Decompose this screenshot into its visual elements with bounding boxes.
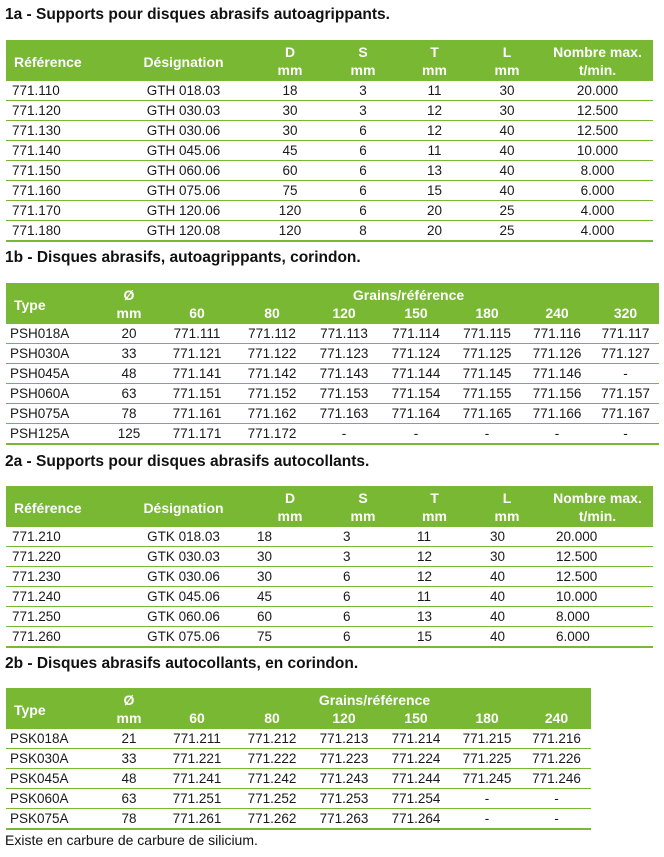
table-cell: 15 bbox=[397, 181, 472, 201]
table-cell: 13 bbox=[397, 161, 472, 181]
grit-180: 180 bbox=[452, 304, 522, 324]
table-cell: - bbox=[522, 789, 591, 809]
table-cell: 12 bbox=[397, 101, 472, 121]
table-cell: 771.252 bbox=[236, 789, 308, 809]
table-cell: GTK 060.06 bbox=[116, 607, 251, 627]
table-cell: PSK045A bbox=[6, 769, 100, 789]
table-cell: 21 bbox=[100, 729, 158, 749]
table-cell: 10.000 bbox=[542, 587, 653, 607]
table-cell: 771.212 bbox=[236, 729, 308, 749]
table-cell: PSH060A bbox=[6, 384, 100, 404]
unit-s: mm bbox=[329, 507, 397, 527]
table-cell: 6 bbox=[329, 121, 397, 141]
table-cell: - bbox=[452, 424, 522, 445]
table-cell: GTH 060.06 bbox=[116, 161, 251, 181]
table-cell: 771.180 bbox=[6, 221, 116, 242]
table-cell: 771.115 bbox=[452, 324, 522, 344]
table-cell: 771.246 bbox=[522, 769, 591, 789]
table-cell: 48 bbox=[100, 364, 158, 384]
table-cell: 12.500 bbox=[542, 567, 653, 587]
table-cell: GTK 018.03 bbox=[116, 527, 251, 547]
table-cell: 20 bbox=[397, 201, 472, 221]
table-cell: GTH 120.06 bbox=[116, 201, 251, 221]
table-row bbox=[6, 424, 659, 445]
table-cell: 771.264 bbox=[380, 809, 452, 830]
table-row bbox=[6, 749, 591, 769]
table-2a bbox=[6, 486, 653, 648]
table-row bbox=[6, 769, 591, 789]
table-cell: - bbox=[380, 424, 452, 445]
col-l: L bbox=[472, 40, 542, 61]
table-cell: 771.127 bbox=[592, 344, 659, 364]
table-cell: 771.226 bbox=[522, 749, 591, 769]
table-cell: 771.171 bbox=[158, 424, 236, 445]
table-cell: 3 bbox=[329, 101, 397, 121]
unit-diameter: mm bbox=[100, 709, 158, 729]
table-cell: - bbox=[522, 809, 591, 830]
table-cell: 771.155 bbox=[452, 384, 522, 404]
table-cell: 771.170 bbox=[6, 201, 116, 221]
unit-t: mm bbox=[397, 507, 472, 527]
col-designation: Désignation bbox=[116, 40, 251, 81]
grit-240: 240 bbox=[522, 304, 592, 324]
table-cell: 771.210 bbox=[6, 527, 116, 547]
table-cell: 6 bbox=[329, 567, 397, 587]
table-row bbox=[6, 121, 653, 141]
section-title-1b: 1b - Disques abrasifs, autoagrippants, corindon. bbox=[5, 249, 361, 266]
table-cell: 771.141 bbox=[158, 364, 236, 384]
table-row bbox=[6, 221, 653, 242]
unit-s: mm bbox=[329, 61, 397, 81]
table-cell: 40 bbox=[472, 121, 542, 141]
table-row bbox=[6, 527, 653, 547]
table-cell: 30 bbox=[251, 567, 329, 587]
table-cell: 771.151 bbox=[158, 384, 236, 404]
table-cell: 10.000 bbox=[542, 141, 653, 161]
table-cell: 30 bbox=[472, 101, 542, 121]
unit-l: mm bbox=[472, 61, 542, 81]
table-cell: 4.000 bbox=[542, 201, 653, 221]
col-designation: Désignation bbox=[116, 486, 251, 527]
table-cell: 771.140 bbox=[6, 141, 116, 161]
table-cell: 771.167 bbox=[592, 404, 659, 424]
table-cell: 771.241 bbox=[158, 769, 236, 789]
table-cell: 30 bbox=[472, 527, 542, 547]
unit-l: mm bbox=[472, 507, 542, 527]
col-l: L bbox=[472, 486, 542, 507]
grit-120: 120 bbox=[308, 304, 380, 324]
table-cell: 771.223 bbox=[308, 749, 380, 769]
table-cell: 771.172 bbox=[236, 424, 308, 445]
table-cell: 8.000 bbox=[542, 607, 653, 627]
table-cell: 30 bbox=[251, 101, 329, 121]
table-cell: 771.244 bbox=[380, 769, 452, 789]
table-row bbox=[6, 161, 653, 181]
table-cell: 771.152 bbox=[236, 384, 308, 404]
table-cell: 40 bbox=[472, 181, 542, 201]
table-cell: 771.116 bbox=[522, 324, 592, 344]
col-d: D bbox=[251, 486, 329, 507]
footnote: Existe en carbure de carbure de silicium. bbox=[5, 832, 258, 848]
table-cell: 11 bbox=[397, 587, 472, 607]
table-cell: 125 bbox=[100, 424, 158, 445]
table-cell: 771.153 bbox=[308, 384, 380, 404]
table-cell: 771.230 bbox=[6, 567, 116, 587]
col-s: S bbox=[329, 486, 397, 507]
table-cell: 771.240 bbox=[6, 587, 116, 607]
col-diameter: Ø bbox=[100, 688, 158, 709]
grit-80: 80 bbox=[236, 304, 308, 324]
table-cell: 771.211 bbox=[158, 729, 236, 749]
table-cell: 120 bbox=[251, 201, 329, 221]
table-cell: 40 bbox=[472, 141, 542, 161]
col-reference: Référence bbox=[6, 486, 116, 527]
table-cell: 771.142 bbox=[236, 364, 308, 384]
table-cell: 33 bbox=[100, 344, 158, 364]
table-cell: 25 bbox=[472, 201, 542, 221]
table-cell: - bbox=[592, 424, 659, 445]
table-cell: 771.146 bbox=[522, 364, 592, 384]
section-title-2b: 2b - Disques abrasifs autocollants, en corindon. bbox=[5, 655, 359, 672]
table-cell: 33 bbox=[100, 749, 158, 769]
unit-diameter: mm bbox=[100, 304, 158, 324]
grit-150: 150 bbox=[380, 304, 452, 324]
col-grains-reference: Grains/référence bbox=[158, 688, 591, 709]
table-cell: 771.214 bbox=[380, 729, 452, 749]
table-cell: 60 bbox=[251, 161, 329, 181]
table-cell: 771.120 bbox=[6, 101, 116, 121]
table-cell: PSH045A bbox=[6, 364, 100, 384]
table-row bbox=[6, 81, 653, 101]
table-row bbox=[6, 729, 591, 749]
col-diameter: Ø bbox=[100, 283, 158, 304]
table-cell: PSK075A bbox=[6, 809, 100, 830]
grit-320: 320 bbox=[592, 304, 659, 324]
col-type: Type bbox=[6, 688, 100, 729]
table-cell: 6.000 bbox=[542, 627, 653, 648]
table-cell: 4.000 bbox=[542, 221, 653, 242]
table-cell: 12 bbox=[397, 567, 472, 587]
table-cell: 20.000 bbox=[542, 81, 653, 101]
table-cell: 12 bbox=[397, 547, 472, 567]
table-row bbox=[6, 607, 653, 627]
table-cell: - bbox=[308, 424, 380, 445]
table-cell: 48 bbox=[100, 769, 158, 789]
grit-80: 80 bbox=[236, 709, 308, 729]
table-cell: GTK 030.03 bbox=[116, 547, 251, 567]
table-cell: 20 bbox=[100, 324, 158, 344]
table-cell: PSH125A bbox=[6, 424, 100, 445]
table-cell: 6 bbox=[329, 181, 397, 201]
table-cell: 6 bbox=[329, 587, 397, 607]
table-cell: 771.110 bbox=[6, 81, 116, 101]
table-cell: GTH 030.03 bbox=[116, 101, 251, 121]
table-cell: 771.242 bbox=[236, 769, 308, 789]
col-t: T bbox=[397, 40, 472, 61]
table-row bbox=[6, 344, 659, 364]
table-row bbox=[6, 809, 591, 830]
table-2b bbox=[6, 688, 591, 830]
col-d: D bbox=[251, 40, 329, 61]
unit-d: mm bbox=[251, 61, 329, 81]
col-nombre-max: Nombre max. bbox=[542, 486, 653, 507]
table-cell: 771.166 bbox=[522, 404, 592, 424]
grit-240: 240 bbox=[522, 709, 591, 729]
table-cell: 6 bbox=[329, 161, 397, 181]
table-cell: 11 bbox=[397, 81, 472, 101]
unit-tmin: t/min. bbox=[542, 61, 653, 81]
table-cell: 771.157 bbox=[592, 384, 659, 404]
table-cell: 771.112 bbox=[236, 324, 308, 344]
table-cell: 120 bbox=[251, 221, 329, 242]
table-cell: 771.262 bbox=[236, 809, 308, 830]
table-cell: GTH 120.08 bbox=[116, 221, 251, 242]
table-cell: 771.243 bbox=[308, 769, 380, 789]
table-cell: 6.000 bbox=[542, 181, 653, 201]
table-cell: - bbox=[452, 789, 522, 809]
table-cell: 771.122 bbox=[236, 344, 308, 364]
col-nombre-max: Nombre max. bbox=[542, 40, 653, 61]
table-row bbox=[6, 201, 653, 221]
table-cell: 771.117 bbox=[592, 324, 659, 344]
table-cell: GTH 030.06 bbox=[116, 121, 251, 141]
grit-60: 60 bbox=[158, 709, 236, 729]
table-cell: 771.161 bbox=[158, 404, 236, 424]
table-cell: 12.500 bbox=[542, 121, 653, 141]
table-cell: 771.143 bbox=[308, 364, 380, 384]
table-row bbox=[6, 627, 653, 648]
table-cell: 771.114 bbox=[380, 324, 452, 344]
table-cell: 63 bbox=[100, 789, 158, 809]
col-s: S bbox=[329, 40, 397, 61]
col-reference: Référence bbox=[6, 40, 116, 81]
table-cell: 78 bbox=[100, 404, 158, 424]
table-row bbox=[6, 404, 659, 424]
table-cell: 11 bbox=[397, 141, 472, 161]
table-cell: 771.225 bbox=[452, 749, 522, 769]
table-cell: 3 bbox=[329, 527, 397, 547]
table-cell: 12.500 bbox=[542, 547, 653, 567]
table-cell: 771.113 bbox=[308, 324, 380, 344]
grit-180: 180 bbox=[452, 709, 522, 729]
table-cell: 75 bbox=[251, 627, 329, 648]
table-cell: 771.121 bbox=[158, 344, 236, 364]
table-cell: 30 bbox=[251, 121, 329, 141]
grit-150: 150 bbox=[380, 709, 452, 729]
table-cell: 771.150 bbox=[6, 161, 116, 181]
table-cell: 30 bbox=[251, 547, 329, 567]
table-row bbox=[6, 324, 659, 344]
table-cell: 771.164 bbox=[380, 404, 452, 424]
table-cell: 40 bbox=[472, 607, 542, 627]
table-row bbox=[6, 547, 653, 567]
table-cell: 30 bbox=[472, 81, 542, 101]
unit-tmin: t/min. bbox=[542, 507, 653, 527]
section-title-1a: 1a - Supports pour disques abrasifs autoagrippants. bbox=[5, 6, 390, 23]
col-t: T bbox=[397, 486, 472, 507]
table-cell: GTK 045.06 bbox=[116, 587, 251, 607]
table-cell: 30 bbox=[472, 547, 542, 567]
table-row bbox=[6, 181, 653, 201]
table-cell: 8 bbox=[329, 221, 397, 242]
table-cell: 45 bbox=[251, 587, 329, 607]
table-cell: 771.156 bbox=[522, 384, 592, 404]
grit-120: 120 bbox=[308, 709, 380, 729]
col-type: Type bbox=[6, 283, 100, 324]
table-cell: 771.254 bbox=[380, 789, 452, 809]
table-row bbox=[6, 587, 653, 607]
table-cell: PSH075A bbox=[6, 404, 100, 424]
table-cell: 11 bbox=[397, 527, 472, 547]
table-cell: GTK 075.06 bbox=[116, 627, 251, 648]
table-cell: 771.260 bbox=[6, 627, 116, 648]
table-cell: 771.165 bbox=[452, 404, 522, 424]
table-cell: PSK030A bbox=[6, 749, 100, 769]
table-cell: - bbox=[452, 809, 522, 830]
table-cell: 771.124 bbox=[380, 344, 452, 364]
table-cell: 63 bbox=[100, 384, 158, 404]
table-cell: 78 bbox=[100, 809, 158, 830]
table-row bbox=[6, 101, 653, 121]
table-cell: PSH030A bbox=[6, 344, 100, 364]
table-cell: 15 bbox=[397, 627, 472, 648]
table-cell: 6 bbox=[329, 141, 397, 161]
table-row bbox=[6, 364, 659, 384]
table-cell: 3 bbox=[329, 81, 397, 101]
table-cell: 6 bbox=[329, 607, 397, 627]
col-grains-reference: Grains/référence bbox=[158, 283, 659, 304]
grit-60: 60 bbox=[158, 304, 236, 324]
table-cell: 3 bbox=[329, 547, 397, 567]
table-row bbox=[6, 567, 653, 587]
table-cell: 771.215 bbox=[452, 729, 522, 749]
table-cell: 771.253 bbox=[308, 789, 380, 809]
table-cell: 45 bbox=[251, 141, 329, 161]
table-cell: 771.160 bbox=[6, 181, 116, 201]
table-cell: 771.145 bbox=[452, 364, 522, 384]
table-cell: 771.123 bbox=[308, 344, 380, 364]
table-1b bbox=[6, 283, 659, 445]
table-cell: 771.125 bbox=[452, 344, 522, 364]
table-cell: GTH 018.03 bbox=[116, 81, 251, 101]
table-cell: 771.222 bbox=[236, 749, 308, 769]
table-1a bbox=[6, 40, 653, 242]
table-cell: 771.163 bbox=[308, 404, 380, 424]
table-row bbox=[6, 384, 659, 404]
unit-t: mm bbox=[397, 61, 472, 81]
table-cell: 40 bbox=[472, 627, 542, 648]
table-cell: 20 bbox=[397, 221, 472, 242]
table-cell: 6 bbox=[329, 627, 397, 648]
table-cell: 20.000 bbox=[542, 527, 653, 547]
table-cell: 771.220 bbox=[6, 547, 116, 567]
table-cell: 771.216 bbox=[522, 729, 591, 749]
table-cell: 13 bbox=[397, 607, 472, 627]
table-cell: GTH 045.06 bbox=[116, 141, 251, 161]
table-cell: PSH018A bbox=[6, 324, 100, 344]
table-cell: 771.213 bbox=[308, 729, 380, 749]
table-cell: 25 bbox=[472, 221, 542, 242]
table-cell: 8.000 bbox=[542, 161, 653, 181]
table-cell: 771.263 bbox=[308, 809, 380, 830]
table-cell: 12.500 bbox=[542, 101, 653, 121]
table-cell: 771.261 bbox=[158, 809, 236, 830]
table-cell: 60 bbox=[251, 607, 329, 627]
table-cell: 18 bbox=[251, 527, 329, 547]
table-cell: 40 bbox=[472, 161, 542, 181]
table-cell: 771.154 bbox=[380, 384, 452, 404]
table-cell: 6 bbox=[329, 201, 397, 221]
table-cell: 771.130 bbox=[6, 121, 116, 141]
table-cell: 771.111 bbox=[158, 324, 236, 344]
table-cell: GTH 075.06 bbox=[116, 181, 251, 201]
table-cell: 771.221 bbox=[158, 749, 236, 769]
table-cell: 771.126 bbox=[522, 344, 592, 364]
table-cell: 771.245 bbox=[452, 769, 522, 789]
table-cell: 75 bbox=[251, 181, 329, 201]
table-cell: PSK018A bbox=[6, 729, 100, 749]
section-title-2a: 2a - Supports pour disques abrasifs autocollants. bbox=[5, 453, 370, 470]
table-cell: 771.144 bbox=[380, 364, 452, 384]
table-cell: 12 bbox=[397, 121, 472, 141]
table-cell: 40 bbox=[472, 567, 542, 587]
table-cell: PSK060A bbox=[6, 789, 100, 809]
table-cell: - bbox=[592, 364, 659, 384]
table-cell: 18 bbox=[251, 81, 329, 101]
table-cell: 771.224 bbox=[380, 749, 452, 769]
table-cell: 771.250 bbox=[6, 607, 116, 627]
table-cell: 771.251 bbox=[158, 789, 236, 809]
table-cell: 40 bbox=[472, 587, 542, 607]
unit-d: mm bbox=[251, 507, 329, 527]
table-row bbox=[6, 141, 653, 161]
table-row bbox=[6, 789, 591, 809]
table-cell: - bbox=[522, 424, 592, 445]
table-cell: GTK 030.06 bbox=[116, 567, 251, 587]
table-cell: 771.162 bbox=[236, 404, 308, 424]
